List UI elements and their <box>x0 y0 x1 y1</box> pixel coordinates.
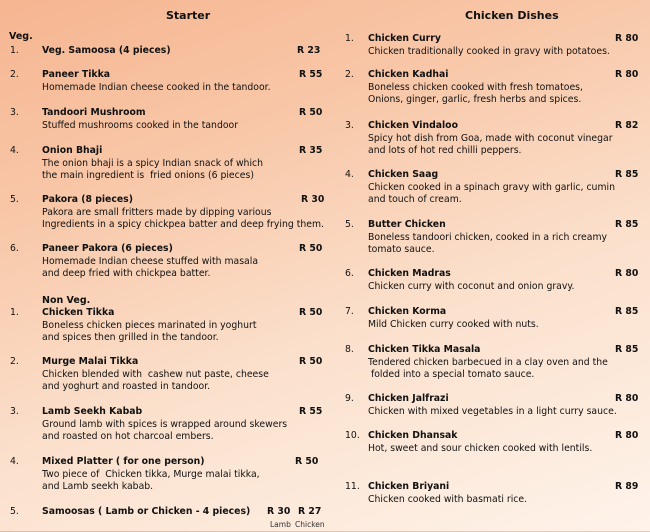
item-description: Chicken traditionally cooked in gravy with potatoes. <box>368 45 610 57</box>
item-number: 11. <box>345 481 360 492</box>
item-title: Butter Chicken <box>368 219 446 230</box>
item-price: R 85 <box>615 306 639 317</box>
chicken-dishes-heading: Chicken Dishes <box>465 9 559 22</box>
item-title: Lamb Seekh Kabab <box>42 406 143 417</box>
item-title: Chicken Briyani <box>368 481 450 492</box>
item-number: 8. <box>345 344 354 355</box>
item-description: Homemade Indian cheese cooked in the tandoor. <box>42 81 271 93</box>
item-price: R 30 <box>267 506 291 517</box>
price-caption-chicken: Chicken <box>295 520 325 529</box>
veg-label: Veg. <box>9 31 33 42</box>
price-caption-lamb: Lamb <box>270 520 291 529</box>
item-price: R 89 <box>615 481 639 492</box>
item-number: 10. <box>345 430 360 441</box>
item-price: R 80 <box>615 393 639 404</box>
item-title: Chicken Vindaloo <box>368 120 458 131</box>
item-description: Ground lamb with spices is wrapped around skewers and roasted on hot charcoal embers. <box>42 418 288 442</box>
item-description: Mild Chicken curry cooked with nuts. <box>368 318 539 330</box>
item-number: 5. <box>10 194 19 205</box>
item-price: R 80 <box>615 268 639 279</box>
item-title: Pakora (8 pieces) <box>42 194 133 205</box>
item-description: Two piece of Chicken tikka, Murge malai tikka, and Lamb seekh kabab. <box>42 468 260 492</box>
item-price: R 30 <box>301 194 325 205</box>
item-number: 7. <box>345 306 354 317</box>
item-description: Chicken with mixed vegetables in a light curry sauce. <box>368 405 617 417</box>
item-number: 9. <box>345 393 354 404</box>
item-title: Mixed Platter ( for one person) <box>42 456 205 467</box>
item-title: Onion Bhaji <box>42 145 103 156</box>
item-number: 1. <box>10 45 19 56</box>
item-description: Chicken curry with coconut and onion gravy. <box>368 280 575 292</box>
item-price: R 50 <box>299 307 323 318</box>
item-title: Chicken Kadhai <box>368 69 449 80</box>
item-number: 1. <box>345 33 354 44</box>
item-price: R 35 <box>299 145 323 156</box>
item-description: Boneless chicken cooked with fresh tomatoes, Onions, ginger, garlic, fresh herbs and spices. <box>368 81 583 105</box>
item-title: Chicken Jalfrazi <box>368 393 449 404</box>
item-description: Boneless tandoori chicken, cooked in a rich creamy tomato sauce. <box>368 231 608 255</box>
item-number: 2. <box>10 69 19 80</box>
item-number: 2. <box>345 69 354 80</box>
item-title: Samoosas ( Lamb or Chicken - 4 pieces) <box>42 506 251 517</box>
item-number: 4. <box>10 145 19 156</box>
item-price: R 50 <box>299 107 323 118</box>
item-title: Chicken Madras <box>368 268 451 279</box>
item-description: Homemade Indian cheese stuffed with masala and deep fried with chickpea batter. <box>42 255 259 279</box>
item-price: R 55 <box>299 406 323 417</box>
item-title: Chicken Saag <box>368 169 439 180</box>
item-number: 4. <box>10 456 19 467</box>
item-number: 2. <box>10 356 19 367</box>
item-title: Chicken Dhansak <box>368 430 458 441</box>
item-price: R 50 <box>299 243 323 254</box>
item-title: Chicken Korma <box>368 306 447 317</box>
starter-heading: Starter <box>166 9 211 22</box>
item-description: Chicken blended with cashew nut paste, cheese and yoghurt and roasted in tandoor. <box>42 368 269 392</box>
nonveg-label: Non Veg. <box>42 295 91 306</box>
item-description: Tendered chicken barbecued in a clay oven and the folded into a special tomato sauce. <box>368 356 608 380</box>
item-title: Tandoori Mushroom <box>42 107 146 118</box>
item-price: R 85 <box>615 344 639 355</box>
item-description: Hot, sweet and sour chicken cooked with lentils. <box>368 442 593 454</box>
item-number: 5. <box>10 506 19 517</box>
item-title: Paneer Pakora (6 pieces) <box>42 243 173 254</box>
item-description: The onion bhaji is a spicy Indian snack of which the main ingredient is fried onions (6 pieces) <box>42 157 264 181</box>
item-number: 5. <box>345 219 354 230</box>
item-price: R 85 <box>615 219 639 230</box>
item-price: R 80 <box>615 33 639 44</box>
item-number: 1. <box>10 307 19 318</box>
item-number: 3. <box>10 406 19 417</box>
item-price: R 80 <box>615 430 639 441</box>
item-description: Pakora are small fritters made by dipping various Ingredients in a spicy chickpea batter and deep frying them. <box>42 206 324 230</box>
item-price-chicken: R 27 <box>298 506 322 517</box>
item-description: Stuffed mushrooms cooked in the tandoor <box>42 119 239 131</box>
item-title: Chicken Curry <box>368 33 441 44</box>
item-number: 3. <box>345 120 354 131</box>
item-price: R 55 <box>299 69 323 80</box>
item-number: 6. <box>345 268 354 279</box>
item-price: R 82 <box>615 120 639 131</box>
item-number: 3. <box>10 107 19 118</box>
item-number: 6. <box>10 243 19 254</box>
item-description: Boneless chicken pieces marinated in yoghurt and spices then grilled in the tandoor. <box>42 319 257 343</box>
item-description: Spicy hot dish from Goa, made with coconut vinegar and lots of hot red chilli peppers. <box>368 132 613 156</box>
item-description: Chicken cooked in a spinach gravy with garlic, cumin and touch of cream. <box>368 181 615 205</box>
item-title: Paneer Tikka <box>42 69 111 80</box>
item-title: Chicken Tikka <box>42 307 115 318</box>
item-price: R 50 <box>299 356 323 367</box>
item-price: R 23 <box>297 45 321 56</box>
item-price: R 50 <box>295 456 319 467</box>
item-price: R 80 <box>615 69 639 80</box>
item-number: 4. <box>345 169 354 180</box>
item-description: Chicken cooked with basmati rice. <box>368 493 528 505</box>
item-title: Murge Malai Tikka <box>42 356 139 367</box>
item-title: Veg. Samoosa (4 pieces) <box>42 45 171 56</box>
item-price: R 85 <box>615 169 639 180</box>
item-title: Chicken Tikka Masala <box>368 344 481 355</box>
